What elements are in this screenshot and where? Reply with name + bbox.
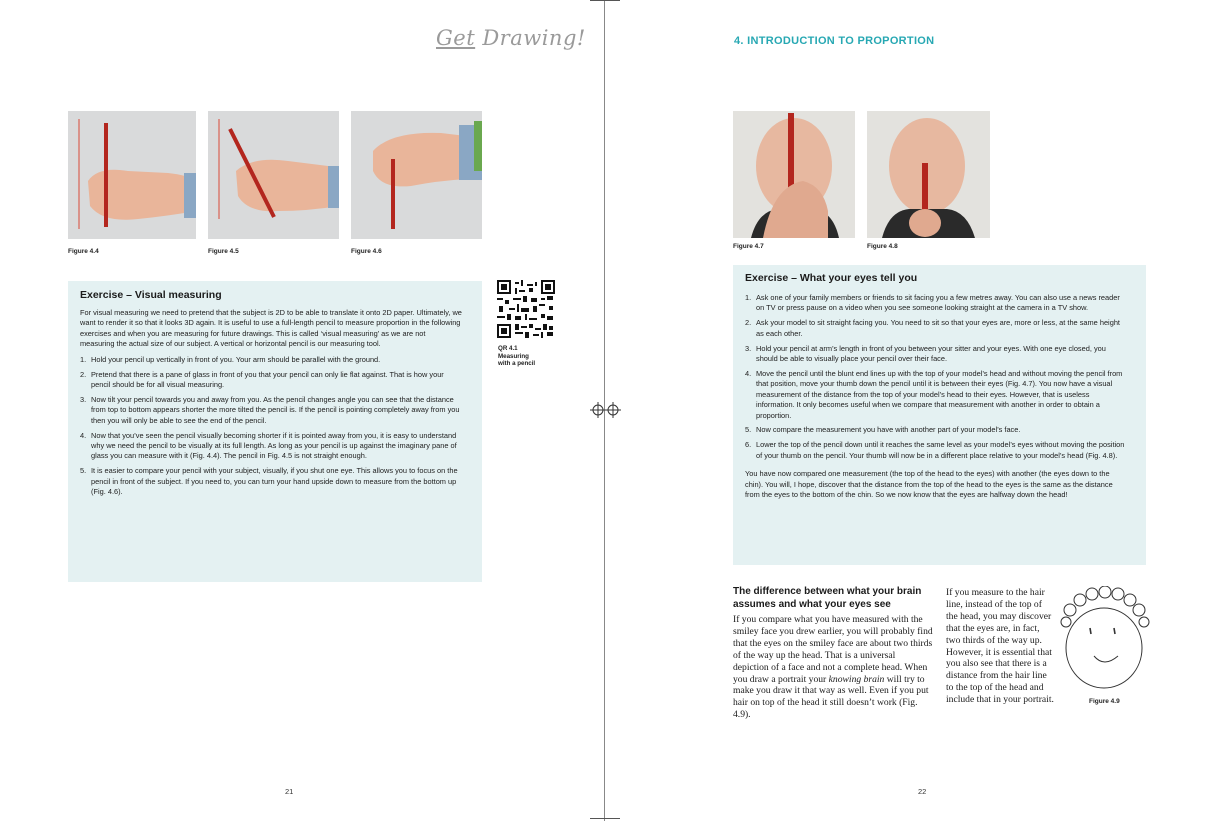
section-heading: The difference between what your brain assumes and what your eyes see <box>733 586 922 610</box>
figure-caption: Figure 4.5 <box>208 248 239 255</box>
list-item: 2. Pretend that there is a pane of glass in front of you that your pencil can only lie flat against. That is how your pencil should be for all visual measuring. <box>80 369 444 389</box>
list-item: 4. Move the pencil until the blunt end lines up with the top of your model’s head and without moving the pencil from that position, move your thumb down the pencil until it is between their eyes (Fig. 4.7). You now have a visual measurement of the distance from the top of your model’s head to their eyes. However, that is useless information. It only becomes useful when we compare that measurement with another in order to obtain a proportion. <box>745 368 1123 420</box>
list-item: 3. Hold your pencil at arm’s length in front of you between your sitter and your eyes. With one eye closed, you should be able to visually place your pencil over their face. <box>745 343 1106 364</box>
list-item: 1. Hold your pencil up vertically in front of you. Your arm should be parallel with the ground. <box>80 354 381 364</box>
smiley-face-drawing <box>1060 586 1150 691</box>
exercise-closing: You have now compared one measurement (the top of the head to the eyes) with another (the eyes down to the chin). You will, I hope, discover that the distance from the top of the head to the eyes is the same as the distance from the eyes to the bottom of the chin. So we now know that the eyes are halfway down the head! <box>745 469 1113 499</box>
list-item: 1. Ask one of your family members or friends to sit facing you a few metres away. You can also use a news reader on TV or press pause on a video when you see someone looking straight at the camera in a TV show. <box>745 293 1120 313</box>
exercise-title: Exercise – What your eyes tell you <box>745 272 918 284</box>
list-item: 4. Now that you’ve seen the pencil visually becoming shorter if it is pointed away from you, it is easy to understand why we need the pencil to be visually at its full length. As long as your pencil is up against the imaginary pane of glass you can measure with it (Fig. 4.4). The pencil in Fig. 4.5 is not straight enough. <box>80 430 457 461</box>
figure-4-4-photo <box>68 111 196 239</box>
figure-4-8-photo <box>867 111 990 238</box>
qr-caption: QR 4.1 Measuring with a pencil <box>498 345 536 368</box>
list-item: 6. Lower the top of the pencil down until it reaches the same level as your model’s eyes without moving the position of your thumb on the pencil. Your thumb will now be in a different place relative to your model’s head (Fig. 4.8). <box>745 440 1125 460</box>
chapter-title: 4. INTRODUCTION TO PROPORTION <box>734 35 935 47</box>
figure-4-5-photo <box>208 111 339 239</box>
qr-code[interactable] <box>497 280 555 338</box>
list-item: 3. Now tilt your pencil towards you and away from you. As the pencil changes angle you can see that the distance from top to bottom appears shorter the more tilted the pencil is. If the pencil is pointing completely away from you then you will only be able to see the end of the pencil. <box>80 394 460 425</box>
exercise-title: Exercise – Visual measuring <box>80 289 222 301</box>
book-logo: Get Drawing! <box>436 26 586 50</box>
list-item: 5. Now compare the measurement you have with another part of your model’s face. <box>745 425 1021 435</box>
section-column-1: If you compare what you have measured with the smiley face you drew earlier, you will probably find that the eyes on the smiley face are about two thirds of the way up the head. That is a universal depiction of a face and not a complete head. When you draw a portrait your knowing brain will try to make you draw it that way as well. Even if you put hair on top of the head it still doesn’t work (Fig. 4.9). <box>733 614 933 721</box>
list-item: 5. It is easier to compare your pencil with your subject, visually, if you shut one eye. This allows you to focus on the pencil in front of the subject. If you need to, you can turn your hand upside down to measure from the bottom up (Fig. 4.6). <box>80 466 458 497</box>
registration-mark-icon <box>590 402 606 418</box>
figure-4-6-photo <box>351 111 482 239</box>
figure-caption: Figure 4.9 <box>1089 698 1120 705</box>
registration-mark-icon <box>605 402 621 418</box>
figure-caption: Figure 4.4 <box>68 248 99 255</box>
crop-mark <box>590 818 620 819</box>
exercise-visual-measuring-box <box>68 281 482 582</box>
list-item: 2. Ask your model to sit straight facing you. You need to sit so that your eyes are, more or less, at the same height as each other. <box>745 318 1120 338</box>
figure-caption: Figure 4.7 <box>733 243 764 250</box>
exercise-what-your-eyes-tell-you-box <box>733 265 1146 565</box>
exercise-steps <box>80 355 462 498</box>
section-column-2: If you measure to the hair line, instead of the top of the head, you may discover that the eyes are, in fact, two thirds of the way up. However, it is essential that you also see that there is a distance from the hair line to the top of the head and include that in your portrait. <box>946 587 1054 706</box>
figure-caption: Figure 4.8 <box>867 243 898 250</box>
crop-mark <box>590 0 620 1</box>
page-number: 22 <box>918 787 927 796</box>
figure-4-7-photo <box>733 111 855 238</box>
figure-caption: Figure 4.6 <box>351 248 382 255</box>
page-number: 21 <box>285 787 294 796</box>
exercise-intro: For visual measuring we need to pretend that the subject is 2D to be able to translate it onto 2D paper. Ultimately, we want to render it so that it looks 3D again. It is useful to use a full-length pencil to measure proportion in the following exercises and when you are measuring for future drawings. This is called ‘visual measuring’ as we are not measuring the actual size of our subject. A vertical or horizontal pencil is our measuring tool. <box>80 308 462 349</box>
exercise-steps <box>745 293 1129 461</box>
